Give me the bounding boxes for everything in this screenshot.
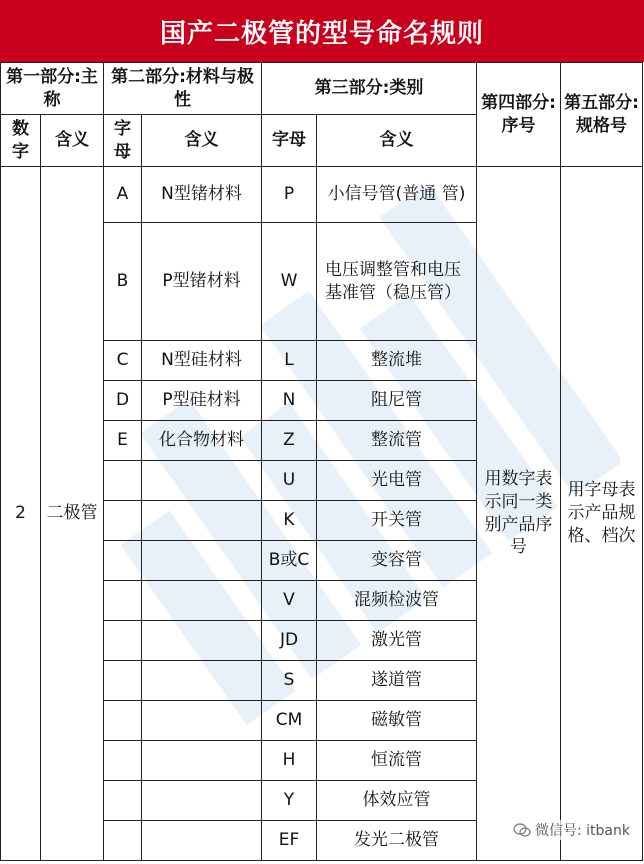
material-letter: D [104, 381, 142, 421]
header-letter-3: 字母 [262, 115, 317, 167]
header-part2: 第二部分:材料与极性 [104, 63, 262, 115]
part1-digit: 2 [1, 167, 41, 861]
part5-value: 用字母表示产品规格、档次 [561, 167, 643, 861]
material-meaning-empty [142, 621, 262, 661]
category-meaning: 混频检波管 [317, 581, 477, 621]
wechat-watermark [513, 820, 630, 840]
material-meaning-empty [142, 701, 262, 741]
material-letter-empty [104, 581, 142, 621]
header-part4: 第四部分:序号 [477, 63, 561, 167]
category-meaning: 电压调整管和电压基准管（稳压管） [317, 223, 477, 341]
category-letter: S [262, 661, 317, 701]
category-meaning: 开关管 [317, 501, 477, 541]
part1-meaning: 二极管 [41, 167, 104, 861]
category-letter: Y [262, 781, 317, 821]
category-meaning: 发光二极管 [317, 821, 477, 861]
material-letter-empty [104, 501, 142, 541]
material-meaning: P型锗材料 [142, 223, 262, 341]
category-letter: EF [262, 821, 317, 861]
header-part5: 第五部分:规格号 [561, 63, 643, 167]
category-meaning: 磁敏管 [317, 701, 477, 741]
category-letter: L [262, 341, 317, 381]
category-letter: CM [262, 701, 317, 741]
category-letter: V [262, 581, 317, 621]
category-meaning: 整流管 [317, 421, 477, 461]
material-letter: A [104, 167, 142, 223]
material-letter-empty [104, 541, 142, 581]
category-meaning: 光电管 [317, 461, 477, 501]
category-letter: JD [262, 621, 317, 661]
category-meaning: 变容管 [317, 541, 477, 581]
category-letter: N [262, 381, 317, 421]
material-letter-empty [104, 461, 142, 501]
material-meaning: N型硅材料 [142, 341, 262, 381]
material-letter-empty [104, 781, 142, 821]
header-meaning-3: 含义 [317, 115, 477, 167]
category-meaning: 阻尼管 [317, 381, 477, 421]
material-meaning-empty [142, 821, 262, 861]
material-meaning-empty [142, 581, 262, 621]
material-letter: B [104, 223, 142, 341]
header-part3: 第三部分:类别 [262, 63, 477, 115]
wechat-icon [513, 823, 531, 837]
material-letter: C [104, 341, 142, 381]
material-meaning-empty [142, 781, 262, 821]
material-meaning-empty [142, 541, 262, 581]
material-letter-empty [104, 821, 142, 861]
header-letter-2: 字母 [104, 115, 142, 167]
material-meaning: P型硅材料 [142, 381, 262, 421]
category-meaning: 恒流管 [317, 741, 477, 781]
header-digit: 数字 [1, 115, 41, 167]
material-letter: E [104, 421, 142, 461]
material-meaning-empty [142, 501, 262, 541]
wechat-id-text: 微信号: itbank [535, 823, 630, 839]
category-letter: K [262, 501, 317, 541]
material-letter-empty [104, 621, 142, 661]
material-meaning: 化合物材料 [142, 421, 262, 461]
category-letter: P [262, 167, 317, 223]
naming-rules-table [0, 62, 643, 861]
category-letter: W [262, 223, 317, 341]
header-part1: 第一部分:主称 [1, 63, 104, 115]
category-letter: Z [262, 421, 317, 461]
category-meaning: 整流堆 [317, 341, 477, 381]
material-meaning-empty [142, 461, 262, 501]
category-meaning: 体效应管 [317, 781, 477, 821]
category-letter: U [262, 461, 317, 501]
material-letter-empty [104, 661, 142, 701]
material-letter-empty [104, 701, 142, 741]
material-meaning-empty [142, 661, 262, 701]
page-title: 国产二极管的型号命名规则 [0, 0, 644, 62]
material-letter-empty [104, 741, 142, 781]
category-meaning: 遂道管 [317, 661, 477, 701]
table-row [1, 167, 643, 223]
category-letter: H [262, 741, 317, 781]
material-meaning: N型锗材料 [142, 167, 262, 223]
header-meaning-1: 含义 [41, 115, 104, 167]
material-meaning-empty [142, 741, 262, 781]
header-meaning-2: 含义 [142, 115, 262, 167]
category-letter: B或C [262, 541, 317, 581]
part4-value: 用数字表示同一类别产品序号 [477, 167, 561, 861]
category-meaning: 小信号管(普通 管) [317, 167, 477, 223]
category-meaning: 激光管 [317, 621, 477, 661]
